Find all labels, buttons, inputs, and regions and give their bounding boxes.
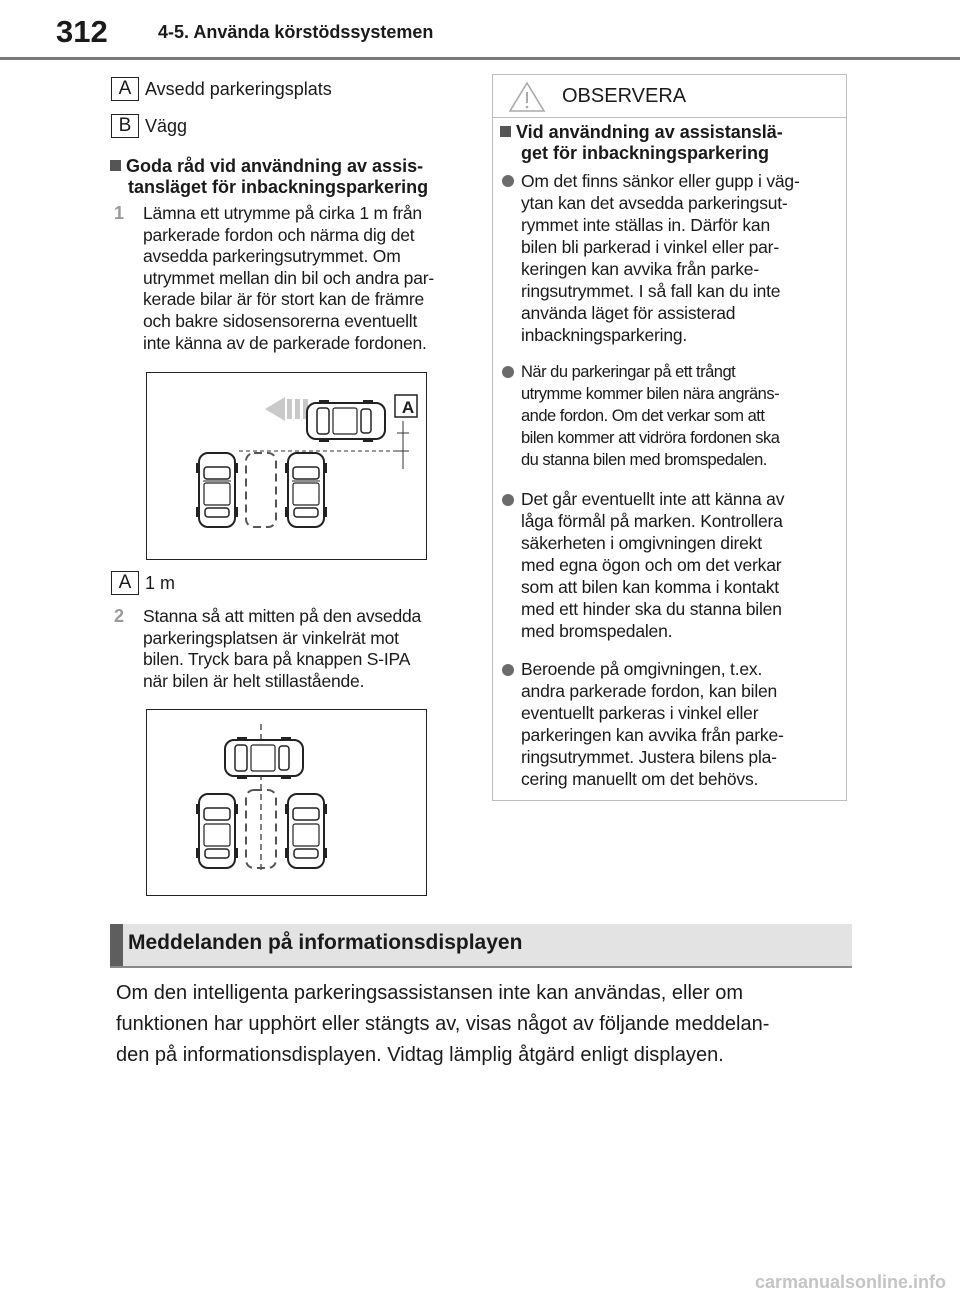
observera-line: låga förmål på marken. Kontrollera [521, 511, 783, 531]
step-1-text [143, 203, 473, 354]
parked-car-icon [285, 794, 327, 868]
observera-line: parkeringen kan avvika från parke- [521, 725, 784, 745]
observera-line: cering manuellt om det behövs. [521, 769, 759, 789]
figure-legend-key-a: A [111, 571, 139, 595]
observera-line: ytan kan det avsedda parkeringsut- [521, 193, 788, 213]
step-2-line: Stanna så att mitten på den avsedda [143, 606, 422, 626]
chapter-title: 4-5. Använda körstödssystemen [158, 22, 434, 42]
target-spot-outline [246, 453, 276, 527]
observera-line: bilen bli parkerad i vinkel eller par- [521, 237, 779, 257]
moving-car-icon [225, 737, 303, 779]
body-line: den på informationsdisplayen. Vidtag lämplig åtgärd enligt displayen. [116, 1044, 724, 1066]
observera-line: med egna ögon och om det verkar [521, 555, 782, 575]
observera-line: Beroende på omgivningen, t.ex. [521, 659, 763, 679]
observera-line: Om det finns sänkor eller gupp i väg- [521, 171, 800, 191]
square-bullet-icon [110, 160, 121, 171]
observera-line: Det går eventuellt inte att känna av [521, 489, 785, 509]
step-2-line: bilen. Tryck bara på knappen S-IPA [143, 649, 411, 670]
observera-title: OBSERVERA [562, 85, 687, 107]
step-1-line: utrymmet mellan din bil och andra par- [143, 267, 435, 288]
section-band-accent [110, 924, 123, 966]
observera-line: du stanna bilen med bromspedalen. [521, 451, 767, 469]
legend-key-b: B [111, 114, 139, 138]
parking-stop-illustration [147, 710, 425, 894]
step-1-line: inte känna av de parkerade fordonen. [143, 332, 427, 353]
section-title: Meddelanden på informationsdisplayen [128, 931, 523, 954]
step-1-line: avsedda parkeringsutrymmet. Om [143, 246, 401, 267]
observera-line: andra parkerade fordon, kan bilen [521, 681, 778, 701]
observera-line: använda läget för assisterad [521, 303, 736, 323]
direction-arrow-icon [265, 397, 308, 421]
step-1-number: 1 [114, 203, 125, 223]
step-1-line: Lämna ett utrymme på cirka 1 m från [143, 203, 422, 223]
page-number: 312 [56, 14, 108, 49]
observera-heading [500, 122, 840, 164]
step-1-line: kerade bilar är för stort kan de främre [143, 289, 425, 310]
figure-legend-text: 1 m [145, 573, 176, 593]
legend-key-a: A [111, 77, 139, 101]
observera-line: som att bilen kan komma i kontakt [521, 577, 779, 597]
square-bullet-icon [500, 126, 511, 137]
observera-line: keringen kan avvika från parke- [521, 259, 759, 279]
observera-line: med bromspedalen. [521, 621, 673, 641]
tips-heading-line2: tansläget för inbackningsparkering [128, 177, 429, 197]
moving-car-icon [307, 400, 385, 442]
legend-text-b: Vägg [145, 116, 188, 136]
figure-callout-a: A [401, 398, 415, 417]
observera-line: När du parkeringar på ett trångt [521, 363, 736, 381]
observera-heading-line1: Vid användning av assistanslä- [516, 122, 783, 142]
observera-line: ande fordon. Om det verkar som att [521, 407, 765, 425]
body-line: funktionen har upphört eller stängts av, visas något av följande meddelan- [116, 1013, 770, 1035]
step-2-text [143, 606, 473, 692]
legend-text-a: Avsedd parkeringsplats [145, 79, 332, 99]
bullet-dot-icon [502, 494, 514, 506]
observera-item-2 [521, 361, 841, 471]
observera-line: rymmet inte ställas in. Därför kan [521, 215, 770, 235]
body-line: Om den intelligenta parkeringsassistansen inte kan användas, eller om [116, 982, 744, 1004]
observera-line: inbackningsparkering. [521, 325, 688, 345]
bullet-dot-icon [502, 664, 514, 676]
tips-heading-line1: Goda råd vid användning av assis- [126, 156, 424, 176]
section-band-rule [110, 966, 852, 968]
observera-item-3 [521, 488, 841, 642]
observera-item-1 [521, 170, 841, 346]
step-1-line: och bakre sidosensorerna eventuellt [143, 310, 418, 331]
step-2-line: när bilen är helt stillastående. [143, 670, 365, 691]
figure-stop-perpendicular [146, 709, 427, 896]
step-1-line: parkerade fordon och närma dig det [143, 224, 415, 245]
observera-line: ringsutrymmet. I så fall kan du inte [521, 281, 781, 301]
observera-line: bilen kommer att vidröra fordonen ska [521, 429, 780, 447]
warning-triangle-icon [508, 81, 546, 113]
watermark: carmanualsonline.info [754, 1272, 946, 1292]
observera-line: eventuellt parkeras i vinkel eller [521, 703, 759, 723]
step-2-number: 2 [114, 606, 125, 626]
parked-car-icon [285, 453, 327, 527]
section-body [116, 978, 856, 1071]
observera-line: med ett hinder ska du stanna bilen [521, 599, 782, 619]
header-divider [0, 57, 960, 60]
parking-approach-illustration [147, 373, 425, 558]
figure-approach-parking [146, 372, 427, 560]
parked-car-icon [196, 794, 238, 868]
observera-line: utrymme kommer bilen nära angräns- [521, 385, 780, 403]
tips-heading [110, 156, 470, 198]
observera-item-4 [521, 658, 841, 790]
bullet-dot-icon [502, 175, 514, 187]
step-2-line: parkeringsplatsen är vinkelrät mot [143, 627, 399, 648]
bullet-dot-icon [502, 366, 514, 378]
observera-heading-line2: get för inbackningsparkering [521, 143, 770, 163]
observera-line: ringsutrymmet. Justera bilens pla- [521, 747, 777, 767]
observera-line: säkerheten i omgivningen direkt [521, 533, 762, 553]
parked-car-icon [196, 453, 238, 527]
